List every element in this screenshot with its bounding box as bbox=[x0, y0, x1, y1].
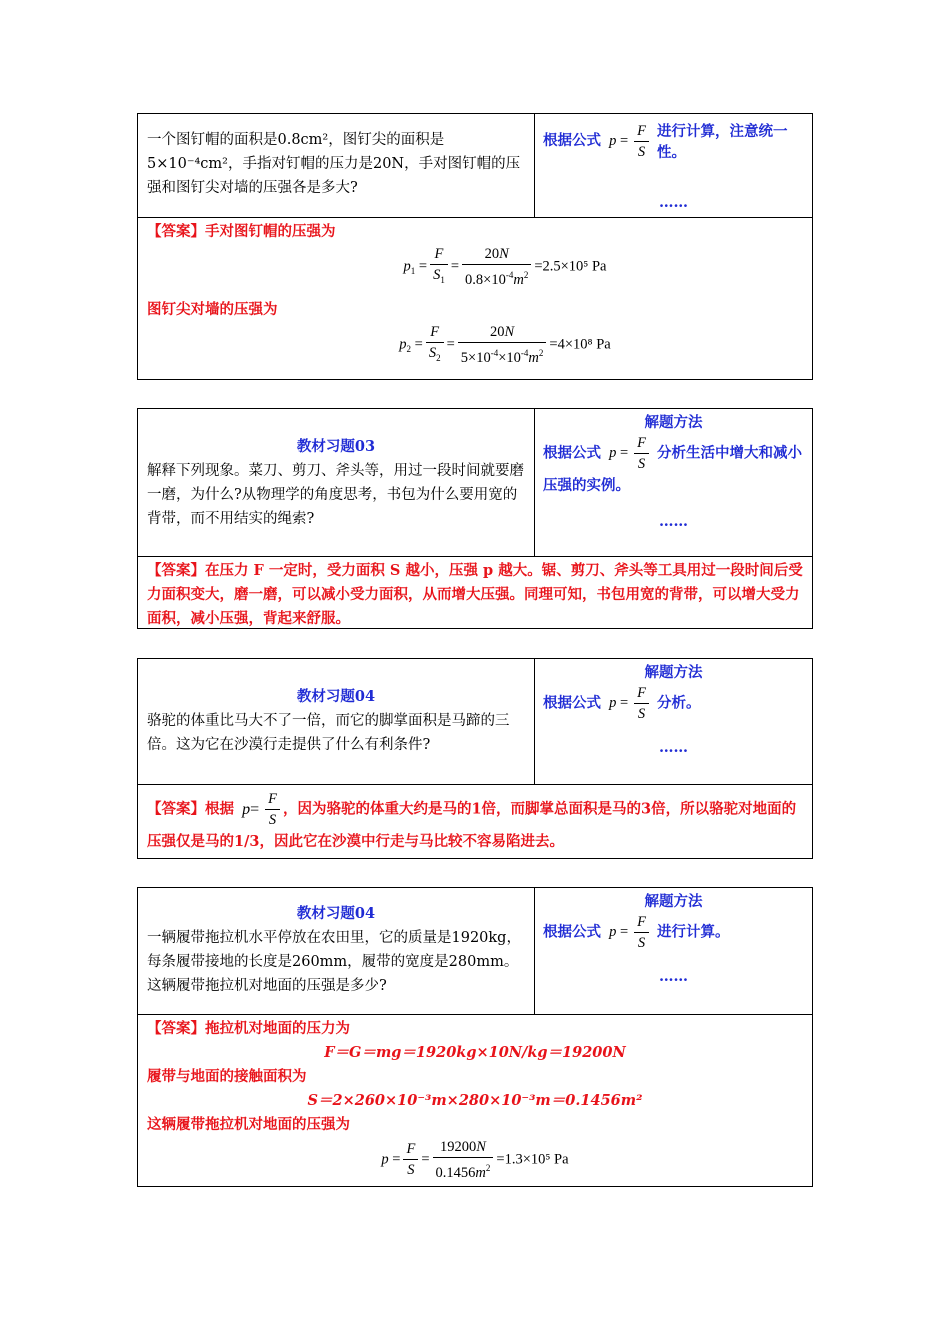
answer-section: 【答案】根据 p= $\frac{F}{S}$ ，因为骆驼的体重大约是马的1倍，而脚掌总面积是马的3倍，所以骆驼对地面的压强仅是马的1/3，因此它在沙漠中行走与马比较不容易陷进去。 bbox=[147, 791, 797, 850]
question-text: 骆驼的体重比马大不了一倍，而它的脚掌面积是马蹄的三倍。这为它在沙漠行走提供了什么有利条件? bbox=[147, 713, 510, 753]
method-cell: 解题方法 根据公式 p = $\frac{F}{S}$ 分析。 …… bbox=[535, 659, 812, 784]
question-text: 一个图钉帽的面积是0.8cm²，图钉尖的面积是5×10⁻⁴cm²，手指对钉帽的压力是20N，手对图钉帽的压强和图钉尖对墙的压强各是多大? bbox=[138, 114, 535, 217]
question-cell bbox=[138, 659, 535, 784]
question-cell bbox=[138, 888, 535, 1014]
ellipsis: …… bbox=[659, 739, 688, 756]
exercise-title: 教材习题04 bbox=[296, 688, 376, 705]
formula-p1: $p_1$ = $\frac{F}{S_1}$ = $\frac{20N}{0.8\times 10^{-4}m^2}$ =2.5×10⁵ Pa bbox=[403, 246, 607, 288]
question-text: 解释下列现象。菜刀、剪刀、斧头等，用过一段时间就要磨一磨，为什么?从物理学的角度思考，书包为什么要用宽的背带，而不用结实的绳索? bbox=[147, 463, 524, 527]
exercise-title: 教材习题04 bbox=[296, 905, 376, 922]
problem-card-1 bbox=[137, 113, 813, 380]
method-title: 解题方法 bbox=[644, 664, 703, 681]
pressure-formula: p = bbox=[609, 445, 629, 461]
method-cell: 根据公式 p = $\frac{F}{S}$ 进行计算，注意统一性。 …… bbox=[535, 114, 812, 217]
answer-section: 【答案】手对图钉帽的压强为 $p_1$ = $\frac{F}{S_1}$ = $\frac{20N}{0.8\times 10^{-4}m^2}$ =2.5×10⁵ Pa 图钉尖对墙的压强为 $p_2$ = $\frac{F}{S_2}$ = $\frac{20N}{5\times 10^{-4}\times 10^{-4}m^2}$ =4×10⁸ Pa bbox=[138, 218, 812, 366]
formula-p2: $p_2$ = $\frac{F}{S_2}$ = $\frac{20N}{5\times 10^{-4}\times 10^{-4}m^2}$ =4×10⁸ Pa bbox=[399, 324, 611, 366]
question-text: 一辆履带拖拉机水平停放在农田里，它的质量是1920kg，每条履带接地的长度是260mm，履带的宽度是280mm。这辆履带拖拉机对地面的压强是多少? bbox=[147, 930, 521, 994]
problem-card-3 bbox=[137, 658, 813, 859]
method-cell: 解题方法 根据公式 p = $\frac{F}{S}$ 分析生活中增大和减小压强的实例。 …… bbox=[535, 409, 812, 556]
method-title: 解题方法 bbox=[644, 414, 703, 431]
exercise-title: 教材习题03 bbox=[296, 438, 376, 455]
problem-card-4 bbox=[137, 887, 813, 1187]
pressure-formula: p = bbox=[609, 132, 629, 149]
pressure-formula: p = bbox=[609, 695, 629, 711]
formula-p: p = $\frac{F}{S}$ = $\frac{19200N}{0.1456m^2}$ =1.3×10⁵ Pa bbox=[381, 1139, 569, 1181]
method-cell: 解题方法 根据公式 p = $\frac{F}{S}$ 进行计算。 …… bbox=[535, 888, 812, 1014]
question-cell bbox=[138, 409, 535, 556]
pressure-formula: p = bbox=[609, 924, 629, 940]
answer-section: 【答案】拖拉机对地面的压力为 F＝G＝mg＝1920kg×10N/kg＝19200N 履带与地面的接触面积为 S＝2×260×10⁻³m×280×10⁻³m＝0.1456m² 这辆履带拖拉机对地面的压强为 p = $\frac{F}{S}$ = $\frac{19200N}{0.1456m^2}$ =1.3×10⁵ Pa bbox=[138, 1015, 812, 1181]
ellipsis: …… bbox=[659, 513, 688, 530]
ellipsis: …… bbox=[659, 968, 688, 985]
ellipsis: …… bbox=[659, 194, 688, 211]
problem-card-2 bbox=[137, 408, 813, 629]
method-title: 解题方法 bbox=[644, 893, 703, 910]
answer-section: 【答案】在压力 F 一定时，受力面积 S 越小，压强 p 越大。锯、剪刀、斧头等工具用过一段时间后受力面积变大，磨一磨，可以减小受力面积，从而增大压强。同理可知，书包用宽的背带，可以增大受力面积，减小压强，背起来舒服。 bbox=[147, 562, 803, 627]
